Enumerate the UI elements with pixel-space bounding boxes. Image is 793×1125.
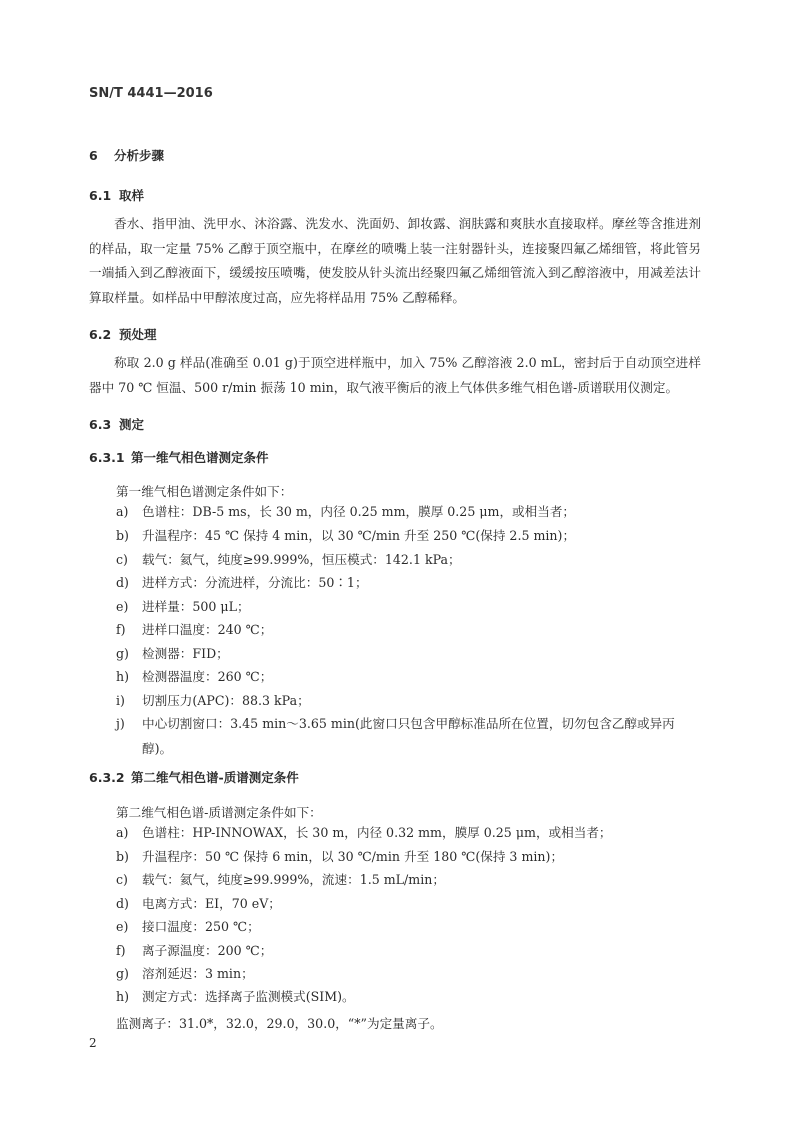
list-item-label: e) — [116, 919, 129, 934]
list-item-label: j) — [116, 716, 125, 731]
list-item-text: 升温程序：45 ℃ 保持 4 min，以 30 ℃/min 升至 250 ℃(保持 2.5 min)； — [142, 528, 576, 543]
section-number: 6.1 — [89, 188, 112, 203]
list-item — [116, 845, 701, 870]
standard-number: SN/T 4441—2016 — [89, 86, 213, 101]
sampling-paragraph: 香水、指甲油、洗甲水、沐浴露、洗发水、洗面奶、卸妆露、润肤露和爽肤水直接取样。摩丝等含推进剂的样品，取一定量 75% 乙醇于顶空瓶中，在摩丝的喷嘴上装一注射器针头，连接聚四氟乙烯细管，将此管另一端插入到乙醇液面下，缓缓按压喷嘴，使发胶从针头流出经聚四氟乙烯细管流入到乙醇溶液中，用减差法计算取样量。如样品中甲醇浓度过高，应先将样品用 75% 乙醇稀释。 — [89, 216, 701, 305]
list-item-label: h) — [116, 669, 130, 684]
list-item — [116, 868, 701, 893]
list-item-text: 检测器：FID； — [142, 646, 229, 661]
list-item-text: 色谱柱：HP-INNOWAX，长 30 m，内径 0.32 mm，膜厚 0.25 μm，或相当者； — [142, 825, 612, 840]
section-6-2-heading — [89, 325, 157, 343]
section-title: 测定 — [119, 417, 145, 432]
section-title: 分析步骤 — [114, 148, 165, 163]
conditions-intro: 第一维气相色谱测定条件如下： — [116, 484, 293, 499]
section-title: 第一维气相色谱测定条件 — [131, 450, 269, 465]
list-item — [116, 571, 701, 596]
page-number: 2 — [89, 1036, 97, 1050]
list-item-label: i) — [116, 693, 125, 708]
section-number: 6.3 — [89, 417, 112, 432]
list-item — [116, 689, 701, 714]
list-item — [116, 524, 701, 549]
list-item-label: c) — [116, 872, 128, 887]
list-item — [116, 821, 701, 846]
list-item-text: 进样方式：分流进样，分流比：50∶1； — [142, 575, 368, 590]
list-item-text: 离子源温度：200 ℃； — [142, 943, 273, 958]
list-item-text: 升温程序：50 ℃ 保持 6 min，以 30 ℃/min 升至 180 ℃(保持 3 min)； — [142, 849, 564, 864]
list-item-label: a) — [116, 825, 129, 840]
section-6-3-heading — [89, 415, 144, 433]
list-item — [116, 548, 701, 573]
list-item-label: c) — [116, 552, 128, 567]
list-item — [116, 665, 701, 690]
list-item-text: 色谱柱：DB-5 ms，长 30 m，内径 0.25 mm，膜厚 0.25 μm，或相当者； — [142, 504, 576, 519]
list-item-text: 电离方式：EI，70 eV； — [142, 896, 281, 911]
conditions-intro: 第二维气相色谱-质谱测定条件如下： — [116, 805, 322, 820]
section-6-3-2-heading — [89, 768, 299, 786]
list-item-text: 载气：氦气，纯度≥99.999%，流速：1.5 mL/min； — [142, 872, 445, 887]
section-6-3-1-heading — [89, 448, 269, 466]
list-item-text: 中心切割窗口：3.45 min～3.65 min(此窗口只包含甲醇标准品所在位置，切勿包含乙醇或异丙醇)。 — [142, 716, 675, 756]
section-title: 预处理 — [119, 327, 157, 342]
list-item-label: e) — [116, 599, 129, 614]
list-item-text: 检测器温度：260 ℃； — [142, 669, 273, 684]
section-6-1-heading — [89, 186, 144, 204]
list-item — [116, 618, 701, 643]
list-item-text: 溶剂延迟：3 min； — [142, 966, 254, 981]
list-item-label: d) — [116, 575, 129, 590]
list-item — [116, 939, 701, 964]
list-item-label: b) — [116, 528, 129, 543]
monitor-ions-note: 监测离子：31.0*，32.0，29.0，30.0，“*”为定量离子。 — [116, 1016, 443, 1031]
list-item — [116, 500, 701, 525]
section-title: 取样 — [119, 188, 145, 203]
list-item-text: 切割压力(APC)：88.3 kPa； — [142, 693, 310, 708]
list-item-text: 接口温度：250 ℃； — [142, 919, 260, 934]
list-item-label: f) — [116, 622, 126, 637]
list-item-label: g) — [116, 966, 129, 981]
section-6-heading — [89, 146, 164, 164]
section-number: 6.2 — [89, 327, 112, 342]
section-number: 6.3.2 — [89, 770, 125, 785]
list-item-label: b) — [116, 849, 129, 864]
list-item-label: a) — [116, 504, 129, 519]
list-item — [116, 642, 701, 667]
list-item-label: d) — [116, 896, 129, 911]
list-item — [116, 985, 701, 1010]
list-item-text: 载气：氦气，纯度≥99.999%，恒压模式：142.1 kPa； — [142, 552, 461, 567]
list-item-label: h) — [116, 989, 130, 1004]
list-item-label: g) — [116, 646, 129, 661]
list-item — [116, 962, 701, 987]
list-item — [116, 712, 701, 761]
list-item-text: 进样口温度：240 ℃； — [142, 622, 273, 637]
list-item — [116, 892, 701, 917]
section-title: 第二维气相色谱-质谱测定条件 — [131, 770, 299, 785]
list-item-text: 进样量：500 μL； — [142, 599, 250, 614]
section-number: 6.3.1 — [89, 450, 125, 465]
section-number: 6 — [89, 148, 98, 163]
list-item — [116, 595, 701, 620]
list-item-label: f) — [116, 943, 126, 958]
pretreatment-paragraph: 称取 2.0 g 样品(准确至 0.01 g)于顶空进样瓶中，加入 75% 乙醇溶液 2.0 mL，密封后于自动顶空进样器中 70 ℃ 恒温、500 r/min 振荡 10 min，取气液平衡后的液上气体供多维气相色谱-质谱联用仪测定。 — [89, 355, 701, 395]
list-item — [116, 915, 701, 940]
list-item-text: 测定方式：选择离子监测模式(SIM)。 — [142, 989, 355, 1004]
